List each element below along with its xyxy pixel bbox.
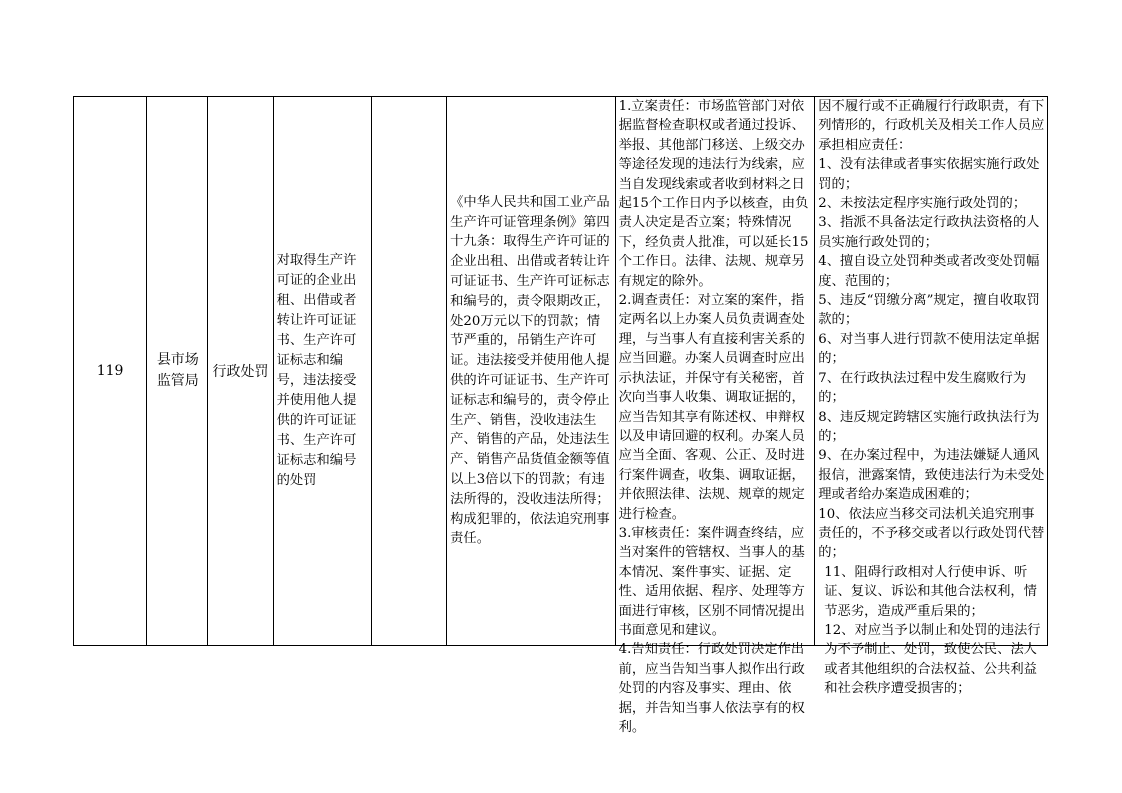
sub-item-cell [371,97,446,646]
item-name: 对取得生产许可证的企业出租、出借或者转让许可证证书、生产许可证标志和编号，违法接受并使用他人提供的许可证证书、生产许可证标志和编号的处罚 [276,253,357,488]
liability-item: 4、擅自设立处罚种类或者改变处罚幅度、范围的； [818,254,1040,289]
power-list-table [73,96,1048,735]
power-type: 行政处罚 [212,364,269,380]
department-cell [147,97,208,646]
item-name-cell [273,97,371,646]
responsibility-text [616,97,815,735]
liability-item: 6、对当事人进行罚款不使用法定单据的； [818,331,1040,367]
responsibility-item: 3.审核责任：案件调查终结，应当对案件的管辖权、当事人的基本情况、案件事实、证据、定性、适用依据、程序、处理等方面进行审核，区别不同情况提出书面意见和建议。 [618,525,805,638]
responsibility-item: 2.调查责任：对立案的案件，指定两名以上办案人员负责调查处理，与当事人有直接利害关系的应当回避。办案人员调查时应出示执法证，并保守有关秘密，首次向当事人收集、调取证据的，应当告知其享有陈述权、申辩权以及申请回避的权利。办案人员应当全面、客观、公正、及时进行案件调查，收集、调取证据，并依照法律、法规、规章的规定进行检查。 [618,293,805,522]
liability-text [815,97,1047,697]
liability-item: 7、在行政执法过程中发生腐败行为的； [818,370,1027,406]
liability-item: 3、指派不具备法定行政执法资格的人员实施行政处罚的； [818,215,1040,250]
liability-item: 9、在办案过程中，为违法嫌疑人通风报信，泄露案情，致使违法行为未受处理或者给办案造成困难的； [818,448,1045,503]
liability-item: 12、对应当予以制止和处罚的违法行为不予制止、处罚，致使公民、法人或者其他组织的合法权益、公共利益和社会秩序遭受损害的； [824,622,1041,697]
responsibility-item: 4.告知责任：行政处罚决定作出前，应当告知当事人拟作出行政处罚的内容及事实、理由、依据，并告知当事人依法享有的权利。 [618,642,805,735]
liability-item: 2、未按法定程序实施行政处罚的； [818,196,1027,212]
responsibility-item: 1.立案责任：市场监管部门对依据监督检查职权或者通过投诉、举报、其他部门移送、上级交办等途径发现的违法行为线索，应当自发现线索或者收到材料之日起15个工作日内予以核查，由负责人决定是否立案；特殊情况下，经负责人批准，可以延长15个工作日。法律、法规、规章另有规定的除外。 [618,99,809,289]
liability-item: 1、没有法律或者事实依据实施行政处罚的； [818,157,1040,192]
row-number-cell [74,97,147,646]
liability-cell [815,97,1048,697]
liability-item: 因不履行或不正确履行行政职责，有下列情形的，行政机关及相关工作人员应承担相应责任： [818,99,1045,153]
liability-item: 11、阻碍行政相对人行使申诉、听证、复议、诉讼和其他合法权利，情节恶劣，造成严重后果的； [824,564,1037,619]
liability-item: 5、违反“罚缴分离”规定，擅自收取罚款的； [818,293,1040,328]
liability-item: 8、违反规定跨辖区实施行政执法行为的； [818,409,1040,444]
table-row [74,97,1048,646]
liability-item: 10、依法应当移交司法机关追究刑事责任的，不予移交或者以行政处罚代替的； [818,506,1045,561]
responsibility-cell [615,97,815,735]
department-name: 县市场监管局 [156,352,199,389]
row-number: 119 [96,363,124,379]
power-type-cell [208,97,273,646]
legal-basis-cell [447,97,616,646]
legal-basis: 《中华人民共和国工业产品生产许可证管理条例》第四十九条：取得生产许可证的企业出租、出借或者转让许可证证书、生产许可证标志和编号的，责令限期改正，处20万元以下的罚款；情节严重的，吊销生产许可证。违法接受并使用他人提供的许可证证书、生产许可证标志和编号的，责令停止生产、销售，没收违法生产、销售的产品，处违法生产、销售产品货值金额等值以上3倍以下的罚款；有违法所得的，没收违法所得；构成犯罪的，依法追究刑事责任。 [450,194,610,547]
